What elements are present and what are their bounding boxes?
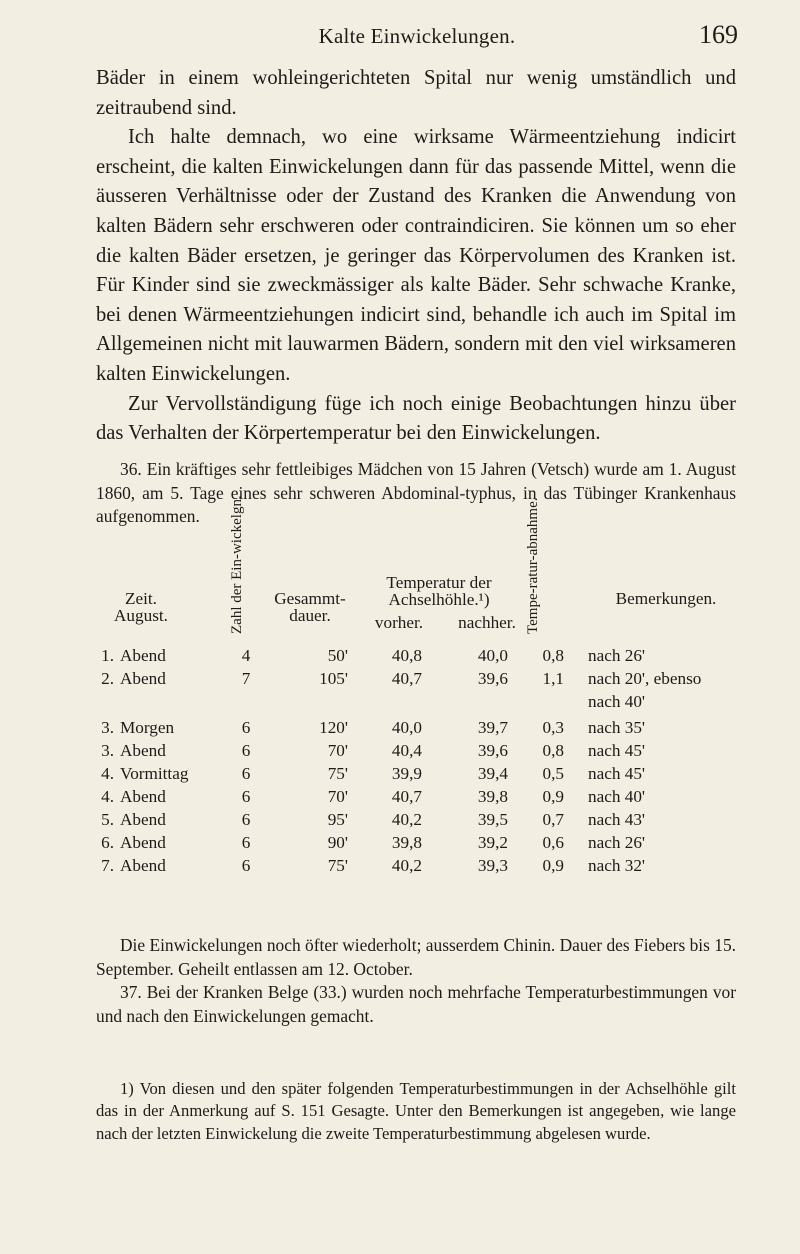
page-header	[96, 20, 738, 54]
header-time: Zeit. August.	[114, 589, 168, 625]
case-36-description	[96, 458, 736, 529]
paragraph: Die Einwickelungen noch öfter wiederholt; ausserdem Chinin. Dauer des Fiebers bis 15. September. Geheilt entlassen am 12. October.	[96, 935, 736, 979]
paragraph: Zur Vervollständigung füge ich noch einige Beobachtungen hinzu über das Verhalten der Körpertemperatur bei den Einwickelungen.	[96, 392, 736, 445]
header-drop: Tempe-ratur-abnahme.	[525, 497, 541, 634]
running-title: Kalte Einwickelungen.	[318, 24, 516, 48]
table-row: 4. Abend 6 70' 40,7 39,8 0,9 nach 40'	[101, 787, 646, 806]
table-row: nach 40'	[588, 692, 646, 711]
header-before: vorher.	[374, 613, 424, 632]
main-text	[96, 64, 736, 449]
paragraph: Bäder in einem wohleingerichteten Spital nur wenig umständlich und zeitraubend sind.	[96, 67, 736, 119]
table-row: 2. Abend 7 105' 40,7 39,6 1,1 nach 20', ebenso	[101, 669, 702, 688]
table-row: 3. Morgen 6 120' 40,0 39,7 0,3 nach 35'	[101, 718, 646, 737]
footnote	[96, 1078, 736, 1145]
header-duration: Gesammt-dauer.	[274, 589, 346, 625]
paragraph: Ich halte demnach, wo eine wirksame Wärmeentziehung indicirt erscheint, die kalten Einwickelungen dann für das passende Mittel, wenn die äusseren Verhältnisse oder der Zustand des Kranken die Anwendung von kalten Bädern sehr erschweren oder contraindiciren. Sie können um so eher die kalten Bäder ersetzen, je geringer das Körpervolumen des Kranken ist. Für Kinder sind sie zweckmässiger als kalte Bäder. Sehr schwache Kranke, bei denen Wärmeentziehungen indicirt sind, behandle ich auch im Spital im Allgemeinen nicht mit lauwarmen Bädern, sondern mit den viel wirksameren kalten Einwickelungen.	[96, 126, 736, 385]
footnote-text: 1) Von diesen und den später folgenden Temperaturbestimmungen in der Achselhöhle gilt das in der Anmerkung auf S. 151 Gesagte. Unter den Bemerkungen ist angegeben, wie lange nach der letzten Einwickelung die zweite Temperaturbestimmung abgelesen wurde.	[96, 1079, 736, 1143]
page-number: 169	[699, 20, 738, 49]
header-count: Zahl der Ein-wickelgn.	[229, 495, 245, 634]
table-row: 6. Abend 6 90' 39,8 39,2 0,6 nach 26'	[101, 833, 646, 852]
table-row: 4. Vormittag 6 75' 39,9 39,4 0,5 nach 45'	[101, 764, 646, 783]
table-row: 1. Abend 4 50' 40,8 40,0 0,8 nach 26'	[101, 646, 646, 665]
post-table-text	[96, 934, 736, 1028]
paragraph: 36. Ein kräftiges sehr fettleibiges Mädchen von 15 Jahren (Vetsch) wurde am 1. August 1860, am 5. Tage eines sehr schweren Abdominal-typhus, in das Tübinger Krankenhaus aufgenommen.	[96, 459, 736, 526]
header-after: nachher.	[458, 613, 516, 632]
table-row: 5. Abend 6 95' 40,2 39,5 0,7 nach 43'	[101, 810, 646, 829]
header-temperature: Temperatur der Achselhöhle.¹)	[386, 573, 492, 609]
table-row: 3. Abend 6 70' 40,4 39,6 0,8 nach 45'	[101, 741, 646, 760]
table-row: 7. Abend 6 75' 40,2 39,3 0,9 nach 32'	[101, 856, 646, 875]
temperature-table	[96, 495, 748, 875]
header-remarks: Bemerkungen.	[615, 589, 717, 608]
paragraph: 37. Bei der Kranken Belge (33.) wurden noch mehrfache Temperaturbestimmungen vor und nach den Einwickelungen gemacht.	[96, 982, 736, 1026]
